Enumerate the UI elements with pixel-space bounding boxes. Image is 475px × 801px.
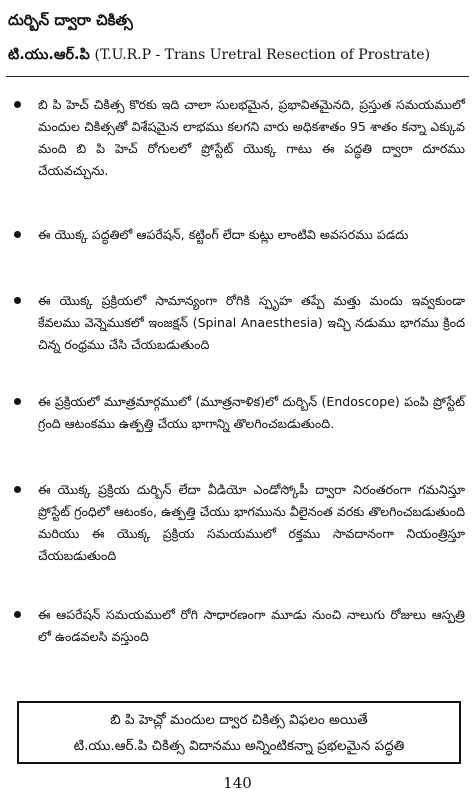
bullet-dot (14, 101, 21, 108)
page-heading: దుర్బిన్ ద్వారా చికిత్స (8, 11, 133, 29)
list-item-text: ఈ యొక్క ప్రక్రియలో సామాన్యంగా రోగికి స్పృహ తప్పే మత్తు మందు ఇవ్వకుండా కేవలము వెన్నెముకలో ఇంజక్షన్ (Spinal Anaesthesia) ఇచ్చి నడుము భాగము క్రింద చిన్న రంధ్రము చేసి చేయబడుతుంది (38, 293, 465, 352)
bullet-dot (14, 611, 21, 618)
bullet-dot (14, 486, 21, 493)
subheading-telugu: టి.యు.ఆర్.పి (8, 47, 90, 63)
bullet-dot (14, 231, 21, 238)
list-item-text: ఈ యొక్క ప్రక్రియ దుర్బిన్ లేదా వీడియో ఎండోస్కోపీ ద్వారా నిరంతరంగా గమనిస్తూ ప్రోస్టేట్ గ్రంధిలో ఆటంకం, ఉత్పత్తి చేయు భాగమును వీలైనంత వరకు తొలగించబడుతుంది మరియు ఈ యొక్క ప్రక్రియ సమయములో రక్తము సావదానంగా నియంత్రిస్తూ చేయబడుతుంది (38, 482, 465, 563)
list-item-text: ఈ యొక్క పద్ధతిలో ఆపరేషన్, కట్టింగ్ లేదా కుట్లు లాంటివి అవసరము పడదు (38, 227, 409, 242)
callout-line-1: బి పి హెచ్లో మందుల ద్వార చికిత్స విఫలం అయితే (110, 712, 368, 728)
list-item-text: ఈ ఆపరేషన్ సమయములో రోగి సాధారణంగా మూడు నుంచి నాలుగు రోజులు ఆస్పత్రి లో ఉండవలసి వస్తుంది (38, 607, 465, 644)
summary-callout-box (17, 701, 461, 764)
subheading-english: (T.U.R.P - Trans Uretral Resection of Prostrate) (94, 47, 431, 63)
list-item-text: బి పి హెచ్ చికిత్స కొరకు ఇది చాలా సులభమైన, ప్రభావితమైనది, ప్రస్తుత సమయములో మందుల చికిత్సతో విశేషమైన లాభము కలగని వారు అధికశాతం 95 శాతం కన్నా ఎక్కువ మంది బి పి హెచ్ రోగులలో ప్రోస్టేట్ యొక్క గాటు ఈ పద్ధతి ద్వారా దూరము చేయవచ్చును. (38, 97, 465, 178)
bullet-dot (14, 398, 21, 405)
page-number: 140 (223, 774, 252, 792)
list-item-text: ఈ ప్రక్రియలో మూత్రమార్గములో (మూత్రనాళిక)లో దుర్బిన్ (Endoscope) పంపి ప్రోస్టేట్ గ్రంది ఆటంకము ఉత్పత్తి చేయు భాగాన్ని తొలగించబడుతుంది. (38, 394, 465, 431)
page-subheading (8, 45, 469, 65)
bullet-dot (14, 297, 21, 304)
heading-divider (6, 76, 469, 77)
callout-line-2: టి.యు.ఆర్.పి చికిత్స విదానము అన్నింటికన్నా ప్రభలమైన పద్ధతి (73, 738, 405, 754)
